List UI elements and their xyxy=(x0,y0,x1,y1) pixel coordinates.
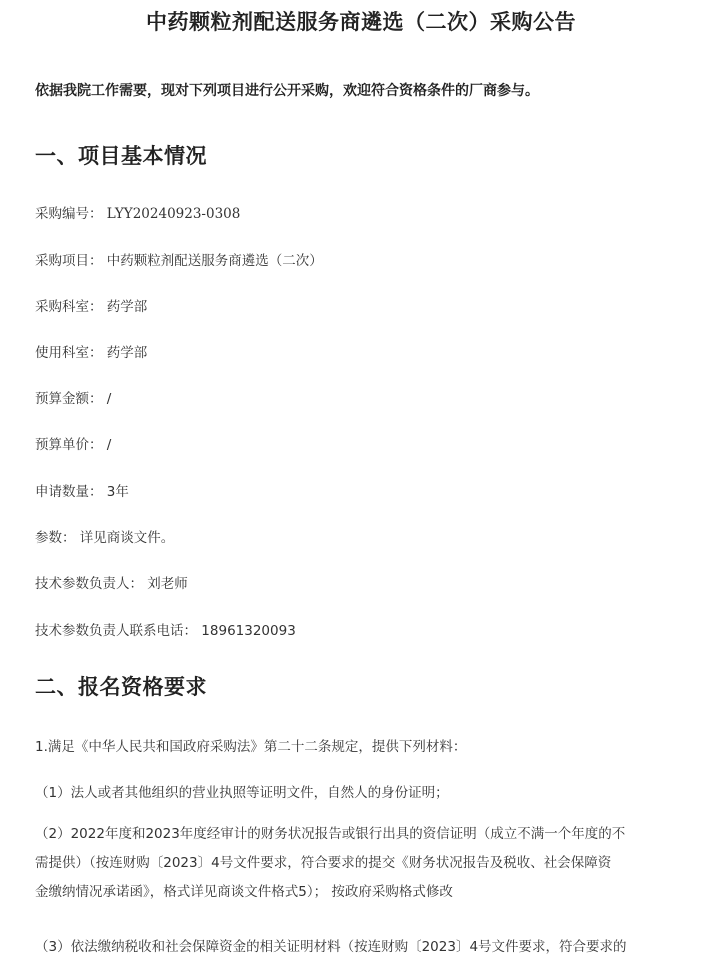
info-row-requested-quantity xyxy=(35,480,129,500)
section-heading-qualification: 二、报名资格要求 xyxy=(35,675,207,699)
requirement-sub-3: （3）依法缴纳税收和社会保障资金的相关证明材料（按连财购〔2023〕4号文件要求，符合要求的 xyxy=(35,939,627,955)
info-label: 采购项目： xyxy=(35,253,103,269)
requirement-1: 1.满足《中华人民共和国政府采购法》第二十二条规定，提供下列材料： xyxy=(35,739,467,755)
info-row-procurement-number xyxy=(35,202,240,222)
info-row-technical-contact-phone xyxy=(35,619,296,639)
info-row-procurement-department xyxy=(35,295,147,315)
requirement-sub-1: （1）法人或者其他组织的营业执照等证明文件，自然人的身份证明； xyxy=(35,785,449,801)
info-label: 技术参数负责人： xyxy=(35,576,143,592)
info-value: / xyxy=(106,437,112,453)
requirement-sub-2-line: （2）2022年度和2023年度经审计的财务状况报告或银行出具的资信证明（成立不满一个年度的不 xyxy=(35,826,626,842)
info-label: 申请数量： xyxy=(35,484,103,500)
info-value: LYY20240923-0308 xyxy=(106,206,241,222)
info-row-budget-unit-price xyxy=(35,433,111,453)
info-row-budget-amount xyxy=(35,387,111,407)
info-value: 药学部 xyxy=(106,345,148,361)
info-row-parameters xyxy=(35,526,174,546)
info-value: 刘老师 xyxy=(147,576,188,592)
info-label: 使用科室： xyxy=(35,345,103,361)
requirement-sub-2-line: 需提供）（按连财购〔2023〕4号文件要求，符合要求的提交《财务状况报告及税收、社会保障资 xyxy=(35,855,612,871)
requirement-sub-2-line: 金缴纳情况承诺函》，格式详见商谈文件格式5）； 按政府采购格式修改 xyxy=(35,884,453,900)
intro-paragraph: 依据我院工作需要，现对下列项目进行公开采购，欢迎符合资格条件的厂商参与。 xyxy=(35,83,539,99)
section-heading-basic-info: 一、项目基本情况 xyxy=(35,144,207,168)
info-value: 18961320093 xyxy=(201,623,296,639)
info-value: 3年 xyxy=(106,484,129,500)
info-label: 采购编号： xyxy=(35,206,103,222)
info-value: / xyxy=(106,391,112,407)
info-value: 药学部 xyxy=(106,299,148,315)
info-label: 技术参数负责人联系电话： xyxy=(35,623,197,639)
info-row-using-department xyxy=(35,341,147,361)
info-value: 详见商谈文件。 xyxy=(79,530,175,546)
info-label: 预算单价： xyxy=(35,437,103,453)
info-row-technical-contact xyxy=(35,572,188,592)
info-row-procurement-project xyxy=(35,249,323,269)
info-label: 预算金额： xyxy=(35,391,103,407)
info-label: 参数： xyxy=(35,530,76,546)
page-title: 中药颗粒剂配送服务商遴选（二次）采购公告 xyxy=(146,10,576,34)
info-value: 中药颗粒剂配送服务商遴选（二次） xyxy=(106,253,323,269)
info-label: 采购科室： xyxy=(35,299,103,315)
requirement-sub-2 xyxy=(35,820,699,907)
